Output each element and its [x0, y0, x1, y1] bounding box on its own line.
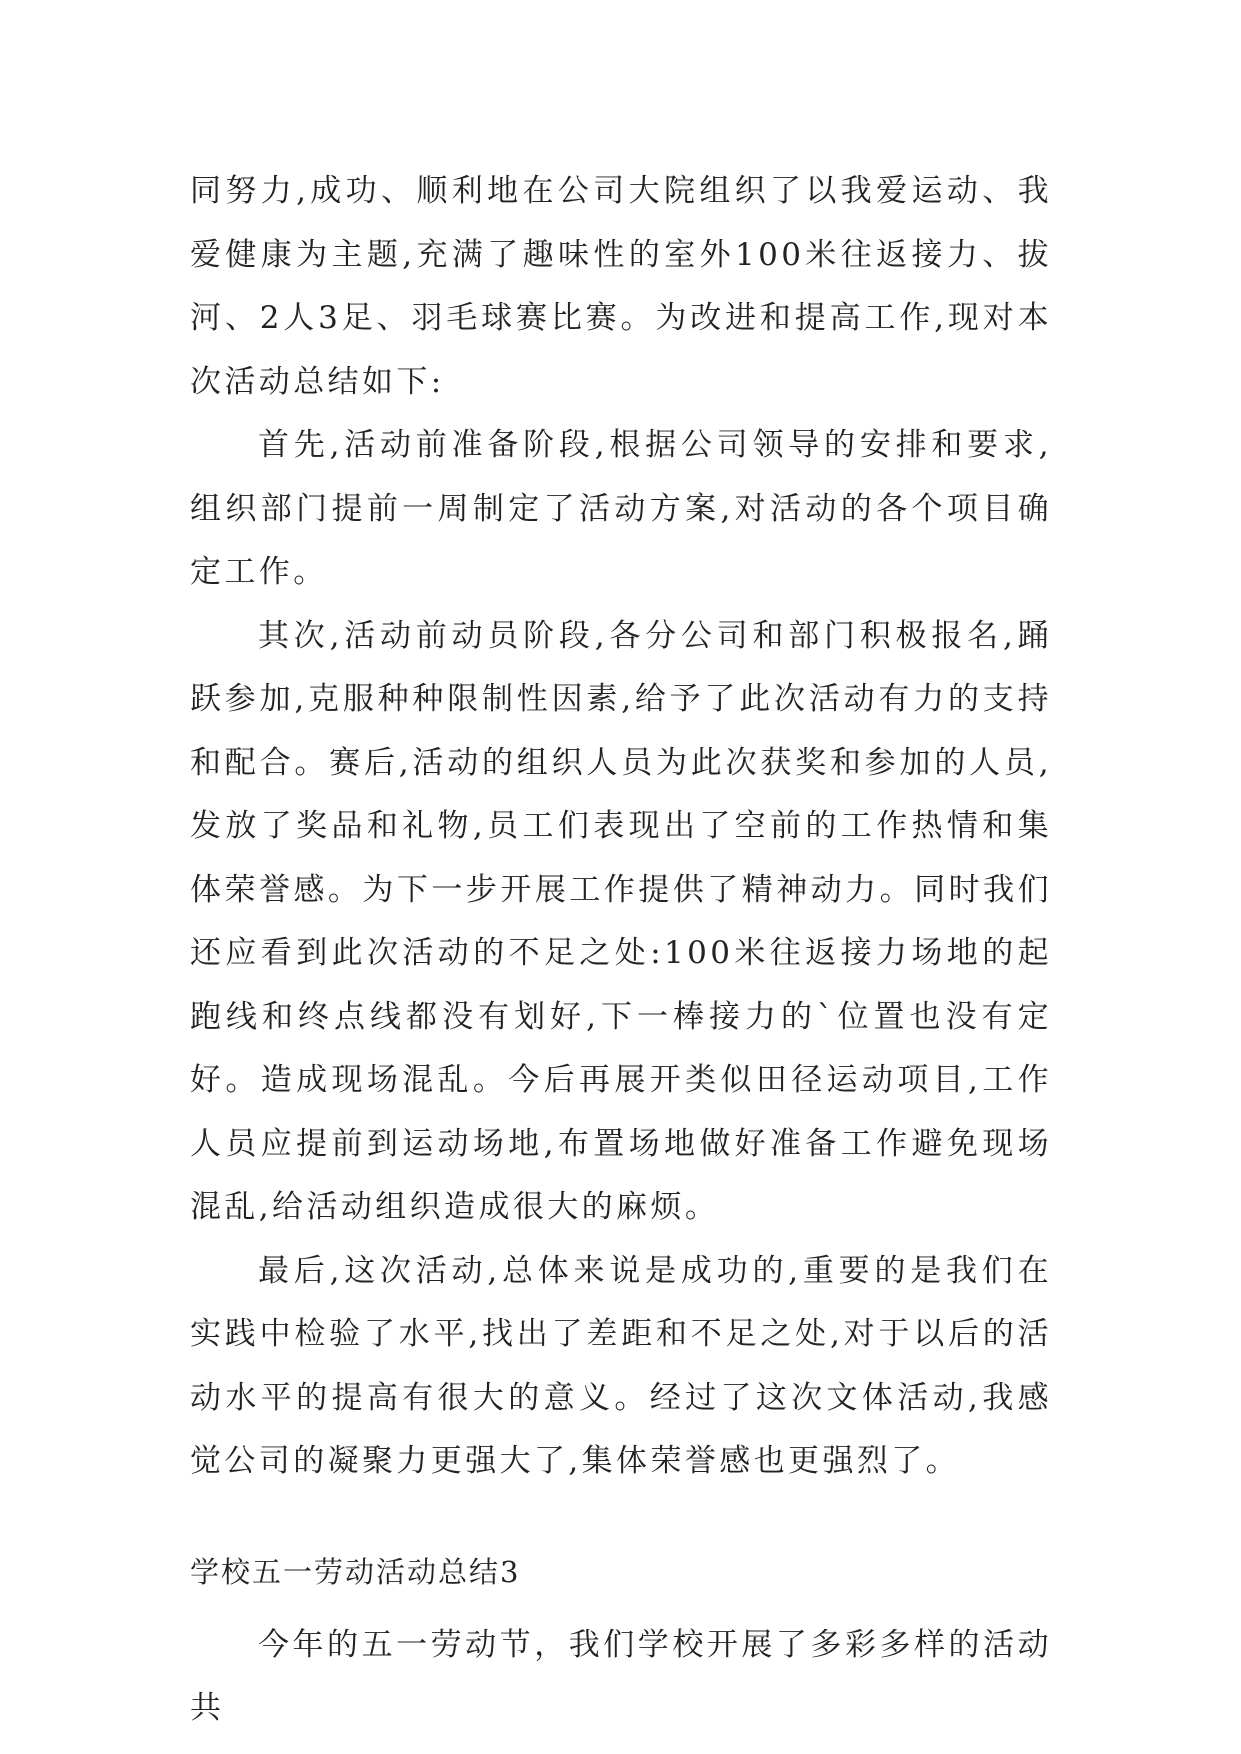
paragraph-last: 最后,这次活动,总体来说是成功的,重要的是我们在实践中检验了水平,找出了差距和不足之处,对于以后的活动水平的提高有很大的意义。经过了这次文体活动,我感觉公司的凝聚力更强大了,集体荣誉感也更强烈了。: [190, 1252, 1052, 1479]
paragraph-second: 其次,活动前动员阶段,各分公司和部门积极报名,踊跃参加,克服种种限制性因素,给予了此次活动有力的支持和配合。赛后,活动的组织人员为此次获奖和参加的人员,发放了奖品和礼物,员工们表现出了空前的工作热情和集体荣誉感。为下一步开展工作提供了精神动力。同时我们还应看到此次活动的不足之处:100米往返接力场地的起跑线和终点线都没有划好,下一棒接力的`位置也没有定好。造成现场混乱。今后再展开类似田径运动项目,工作人员应提前到运动场地,布置场地做好准备工作避免现场混乱,给活动组织造成很大的麻烦。: [190, 617, 1052, 1225]
section-first-paragraph: 今年的五一劳动节，我们学校开展了多彩多样的活动共: [190, 1626, 1052, 1726]
section-title: 学校五一劳动活动总结3: [190, 1554, 521, 1589]
paragraph-continuation: 同努力,成功、顺利地在公司大院组织了以我爱运动、我爱健康为主题,充满了趣味性的室外100米往返接力、拔河、2人3足、羽毛球赛比赛。为改进和提高工作,现对本次活动总结如下:: [190, 173, 1052, 400]
paragraph-first: 首先,活动前准备阶段,根据公司领导的安排和要求,组织部门提前一周制定了活动方案,对活动的各个项目确定工作。: [190, 427, 1052, 590]
document-body: [190, 160, 1052, 1741]
